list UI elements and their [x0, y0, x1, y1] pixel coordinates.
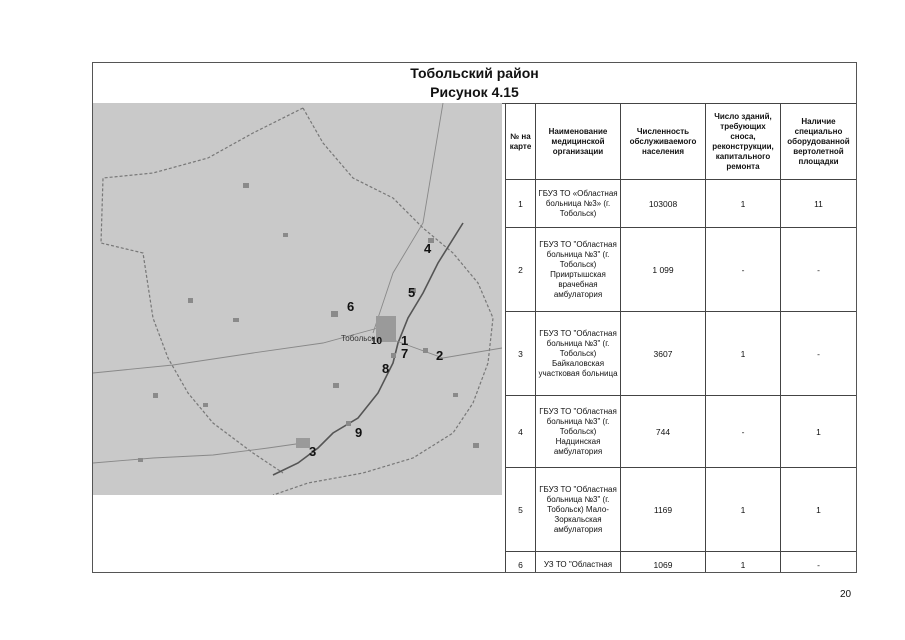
cell-population: 744	[621, 396, 706, 468]
map-marker-3: 3	[309, 444, 317, 459]
map-marker-6: 6	[347, 299, 355, 314]
map-place-tobolsk: Тобольск	[341, 334, 375, 343]
map-marker-7: 7	[401, 346, 409, 361]
map-marker-8: 8	[382, 361, 390, 376]
cell-num: 2	[506, 228, 536, 312]
cell-buildings: -	[706, 228, 781, 312]
map-marker-10: 10	[371, 336, 383, 347]
col-header-buildings: Число зданий, требующих сноса, реконструкции, капитального ремонта	[706, 104, 781, 180]
cell-population: 103008	[621, 180, 706, 228]
table-row	[506, 180, 857, 228]
map-drawing	[93, 103, 502, 495]
cell-buildings: 1	[706, 180, 781, 228]
cell-helipad: 1	[781, 468, 857, 552]
cell-name: ГБУЗ ТО "Областная больница №3" (г. Тобольск) Надцинская амбулатория	[536, 396, 621, 468]
cell-helipad: -	[781, 228, 857, 312]
cell-name: ГБУЗ ТО "Областная больница №3" (г. Тобольск) Байкаловская участковая больница	[536, 312, 621, 396]
cell-population: 1069	[621, 552, 706, 573]
table-row	[506, 552, 857, 573]
title-band	[93, 63, 856, 104]
med-org-table	[505, 103, 856, 572]
page-number: 20	[840, 589, 852, 600]
col-header-name: Наименование медицинской организации	[536, 104, 621, 180]
figure-title: Рисунок 4.15	[430, 84, 519, 100]
cell-population: 1169	[621, 468, 706, 552]
col-header-population: Численность обслуживаемого населения	[621, 104, 706, 180]
table-row	[506, 396, 857, 468]
cell-buildings: 1	[706, 312, 781, 396]
region-title: Тобольский район	[410, 65, 539, 81]
table-row	[506, 228, 857, 312]
cell-buildings: 1	[706, 552, 781, 573]
table-row	[506, 468, 857, 552]
map-marker-1: 1	[401, 333, 409, 348]
map-marker-4: 4	[424, 241, 432, 256]
cell-helipad: -	[781, 552, 857, 573]
cell-name: ГБУЗ ТО "Областная больница №3" (г. Тобольск) Прииртышская врачебная амбулатория	[536, 228, 621, 312]
map-marker-5: 5	[408, 285, 416, 300]
map-marker-2: 2	[436, 348, 444, 363]
district-map	[93, 103, 502, 495]
cell-num: 6	[506, 552, 536, 573]
cell-num: 1	[506, 180, 536, 228]
cell-buildings: 1	[706, 468, 781, 552]
cell-buildings: -	[706, 396, 781, 468]
cell-num: 4	[506, 396, 536, 468]
map-marker-9: 9	[355, 425, 363, 440]
table-header-row	[506, 104, 857, 180]
cell-name: ГБУЗ ТО «Областная больница №3» (г. Тобольск)	[536, 180, 621, 228]
col-header-num: № на карте	[506, 104, 536, 180]
cell-num: 3	[506, 312, 536, 396]
table-row	[506, 312, 857, 396]
cell-helipad: 1	[781, 396, 857, 468]
cell-num: 5	[506, 468, 536, 552]
cell-population: 1 099	[621, 228, 706, 312]
col-header-helipad: Наличие специально оборудованной вертолетной площадки	[781, 104, 857, 180]
cell-helipad: 11	[781, 180, 857, 228]
cell-name: УЗ ТО "Областная	[536, 552, 621, 573]
document-frame	[92, 62, 857, 573]
cell-name: ГБУЗ ТО "Областная больница №3" (г. Тобольск) Мало-Зоркальская амбулатория	[536, 468, 621, 552]
cell-population: 3607	[621, 312, 706, 396]
cell-helipad: -	[781, 312, 857, 396]
